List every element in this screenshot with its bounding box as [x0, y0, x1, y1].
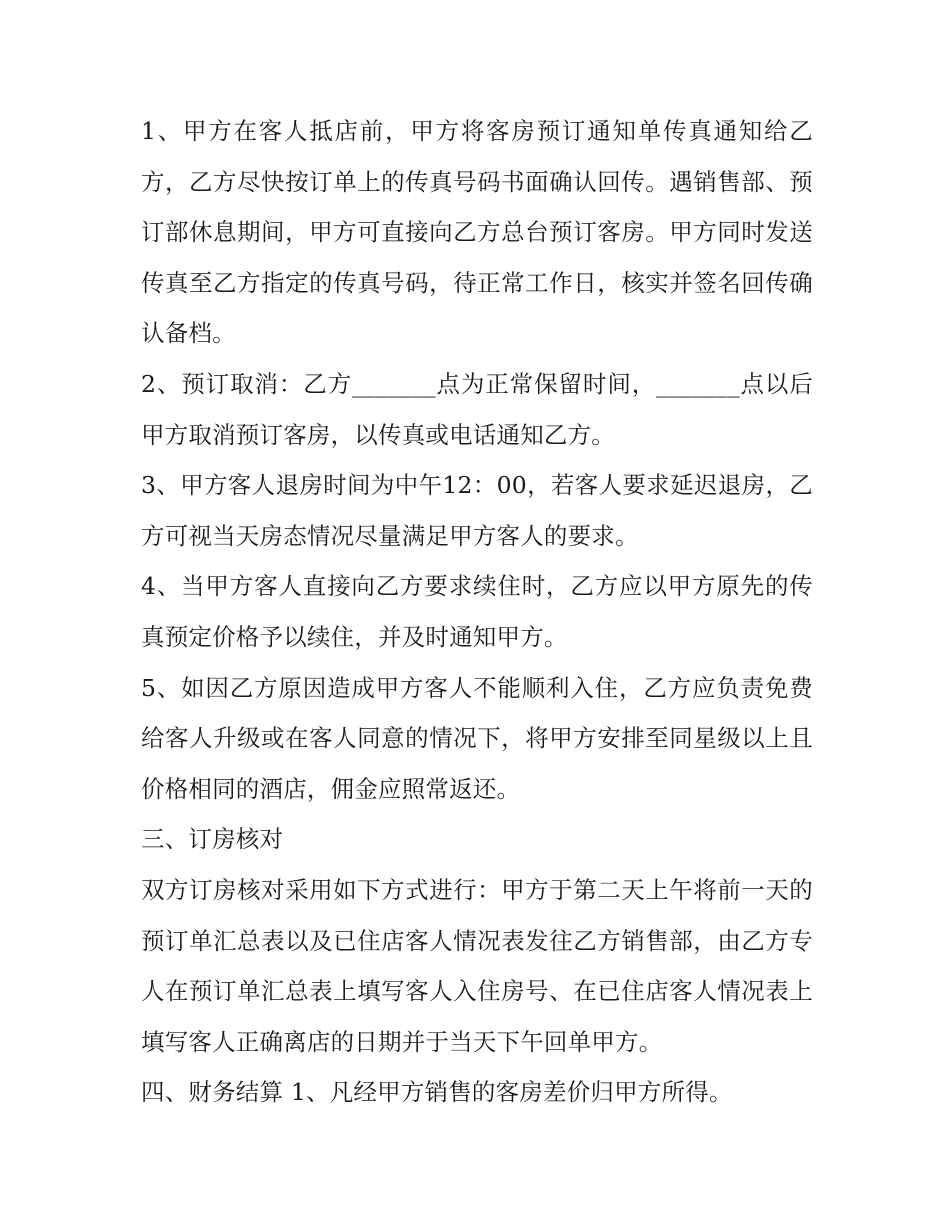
clause-5-room-upgrade: 5、如因乙方原因造成甲方客人不能顺利入住，乙方应负责免费给客人升级或在客人同意的情况下，将甲方安排至同星级以上且价格相同的酒店，佣金应照常返还。 — [141, 673, 813, 803]
clause-1-reservation-notice: 1、甲方在客人抵店前，甲方将客房预订通知单传真通知给乙方，乙方尽快按订单上的传真号码书面确认回传。遇销售部、预订部休息期间，甲方可直接向乙方总台预订客房。甲方同时发送传真至乙方指定的传真号码，待正常工作日，核实并签名回传确认备档。 — [141, 117, 813, 348]
booking-check-paragraph: 双方订房核对采用如下方式进行：甲方于第二天上午将前一天的预订单汇总表以及已住店客人情况表发往乙方销售部，由乙方专人在预订单汇总表上填写客人入住房号、在已住店客人情况表上填写客人正确离店的日期并于当天下午回单甲方。 — [141, 875, 813, 1056]
section-heading-financial-settlement: 四、财务结算 1、凡经甲方销售的客房差价归甲方所得。 — [141, 1078, 733, 1107]
document-body — [141, 106, 813, 1118]
section-heading-booking-check: 三、订房核对 — [141, 825, 284, 854]
clause-2-reservation-cancel: 2、预订取消：乙方_______点为正常保留时间，_______点以后甲方取消预订客房，以传真或电话通知乙方。 — [141, 369, 813, 449]
clause-4-extended-stay: 4、当甲方客人直接向乙方要求续住时，乙方应以甲方原先的传真预定价格予以续住，并及时通知甲方。 — [141, 572, 813, 651]
clause-3-checkout-time: 3、甲方客人退房时间为中午12：00，若客人要求延迟退房，乙方可视当天房态情况尽量满足甲方客人的要求。 — [141, 471, 813, 550]
